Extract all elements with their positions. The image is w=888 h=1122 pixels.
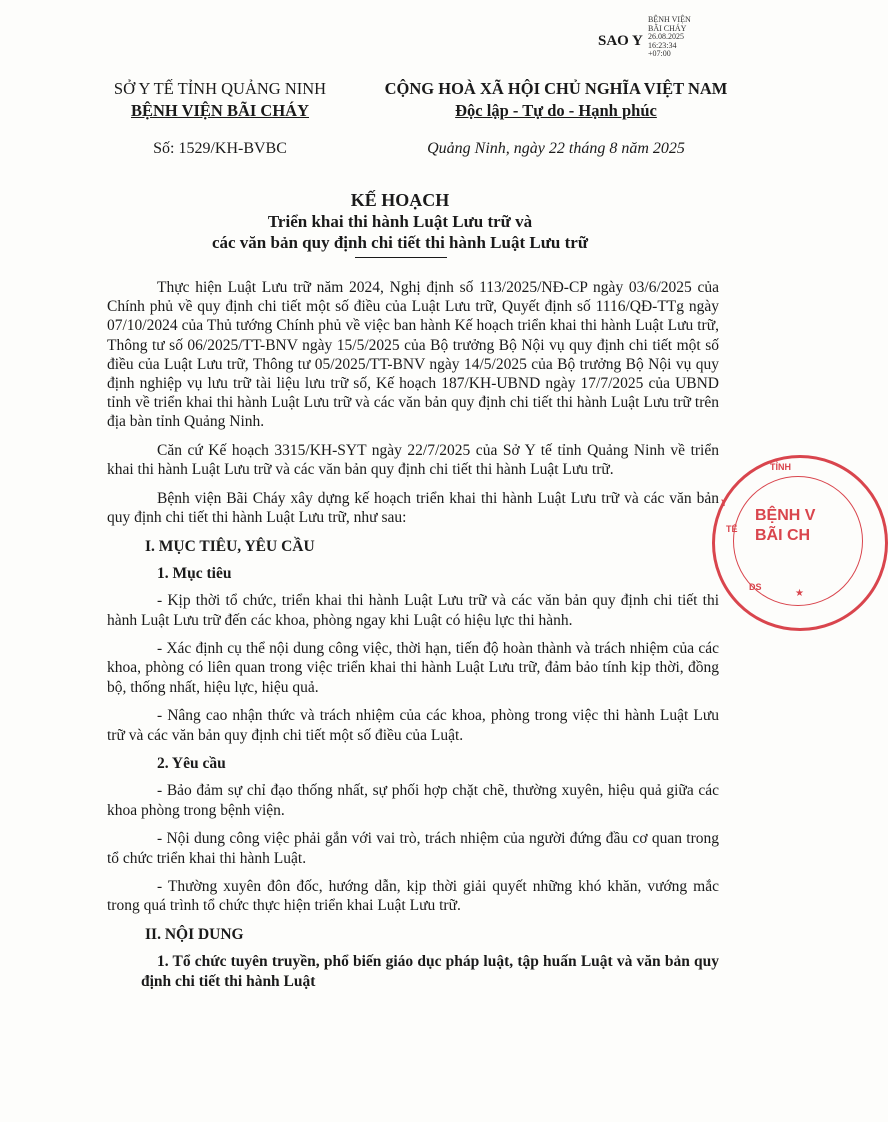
document-body [107, 278, 719, 999]
signature-line: BÃI CHÁY [648, 23, 687, 33]
issuing-authority [90, 78, 350, 122]
title-line-3: các văn bản quy định chi tiết thi hành Luật Lưu trữ [211, 233, 589, 252]
signature-line: 16:23:34 [648, 40, 677, 50]
seal-line-2: BÃI CH [755, 527, 811, 544]
intro-paragraph-3: Bệnh viện Bãi Cháy xây dựng kế hoạch triển khai thi hành Luật Lưu trữ và các văn bản quy định chi tiết thi hành Luật Lưu trữ, như sau: [107, 490, 719, 527]
seal-line-1: BỆNH V [755, 507, 816, 524]
parent-org: SỞ Y TẾ TỈNH QUẢNG NINH [113, 79, 327, 98]
seal-top-text: TỈNH [770, 462, 791, 472]
goal-item-1: - Kịp thời tổ chức, triển khai thi hành Luật Lưu trữ và các văn bản quy định chi tiết thi hành Luật Lưu trữ đến các khoa, phòng ngay khi Luật có hiệu lực thi hành. [107, 592, 719, 629]
goal-item-2: - Xác định cụ thể nội dung công việc, thời hạn, tiến độ hoàn thành và trách nhiệm của các khoa, phòng có liên quan trong việc triển khai thi hành Luật Lưu trữ, đảm bảo tính kịp thời, đồng bộ, thống nhất, hiệu lực, hiệu quả. [107, 640, 719, 696]
document-date: Quảng Ninh, ngày 22 tháng 8 năm 2025 [427, 140, 685, 157]
seal-side-text: TẾ [726, 524, 738, 534]
requirement-item-1: - Bảo đảm sự chỉ đạo thống nhất, sự phối hợp chặt chẽ, thường xuyên, hiệu quả giữa các khoa phòng trong bệnh viện. [107, 782, 719, 819]
intro-paragraph-1: Thực hiện Luật Lưu trữ năm 2024, Nghị định số 113/2025/NĐ-CP ngày 03/6/2025 của Chính phủ về quy định chi tiết một số điều của Luật Lưu trữ, Quyết định số 1116/QĐ-TTg ngày 07/10/2024 của Thủ tướng Chính phủ về việc ban hành Kế hoạch triển khai thi hành Luật Lưu trữ, Thông tư số 06/2025/TT-BNV ngày 15/5/2025 của Bộ trưởng Bộ Nội vụ quy định chi tiết một số điều của Luật Lưu trữ, Thông tư 05/2025/TT-BNV ngày 14/5/2025 của Bộ trưởng Bộ Nội vụ quy định nghiệp vụ lưu trữ tài liệu lưu trữ số, Kế hoạch 187/KH-UBND ngày 17/7/2025 của UBND tỉnh về triển khai thi hành Luật Lưu trữ và các văn bản quy định chi tiết thi hành Luật Lưu trữ trên địa bàn tỉnh Quảng Ninh. [107, 279, 719, 431]
document-number: Số: 1529/KH-BVBC [153, 140, 287, 157]
seal-bottom-text: DS [749, 582, 762, 592]
title-line-1: KẾ HOẠCH [350, 190, 450, 210]
signature-line: 26.08.2025 [648, 32, 684, 42]
subsection-requirements-heading: 2. Yêu cầu [157, 755, 226, 773]
org-name: BỆNH VIỆN BÃI CHÁY [130, 101, 310, 120]
seal-side-text: Y [721, 498, 728, 508]
signature-line: BỆNH VIỆN [648, 15, 691, 24]
copy-mark: SAO Y [598, 33, 643, 49]
subsection-goals-heading: 1. Mục tiêu [157, 565, 232, 583]
seal-star-icon: ★ [795, 588, 804, 599]
intro-paragraph-2: Căn cứ Kế hoạch 3315/KH-SYT ngày 22/7/2025 của Sở Y tế tỉnh Quảng Ninh về triển khai thi hành Luật Lưu trữ và các văn bản quy định chi tiết thi hành Luật Lưu trữ. [107, 442, 719, 479]
title-underline [355, 257, 447, 258]
signature-line: +07:00 [648, 49, 671, 59]
goal-item-3: - Nâng cao nhận thức và trách nhiệm của các khoa, phòng trong việc thi hành Luật Lưu trữ và các văn bản quy định chi tiết một số điều của Luật. [107, 707, 719, 744]
title-line-2: Triển khai thi hành Luật Lưu trữ và [267, 212, 533, 231]
red-seal-stamp [712, 455, 888, 631]
national-motto: Độc lập - Tự do - Hạnh phúc [455, 101, 657, 120]
document-title [100, 190, 700, 255]
requirement-item-2: - Nội dung công việc phải gắn với vai trò, trách nhiệm của người đứng đầu cơ quan trong tổ chức triển khai thi hành Luật. [107, 830, 719, 867]
section-2-heading: II. NỘI DUNG [145, 926, 244, 944]
digital-signature-stamp [648, 16, 691, 59]
content-1-heading: 1. Tổ chức tuyên truyền, phổ biến giáo dục pháp luật, tập huấn Luật và văn bản quy định chi tiết thi hành Luật [141, 953, 719, 990]
country-name: CỘNG HOÀ XÃ HỘI CHỦ NGHĨA VIỆT NAM [384, 79, 728, 98]
section-1-heading: I. MỤC TIÊU, YÊU CẦU [145, 537, 315, 555]
seal-center-text [755, 506, 815, 546]
requirement-item-3: - Thường xuyên đôn đốc, hướng dẫn, kịp thời giải quyết những khó khăn, vướng mắc trong quá trình tổ chức thực hiện triển khai Luật Lưu trữ. [107, 878, 719, 915]
national-heading [352, 78, 760, 122]
